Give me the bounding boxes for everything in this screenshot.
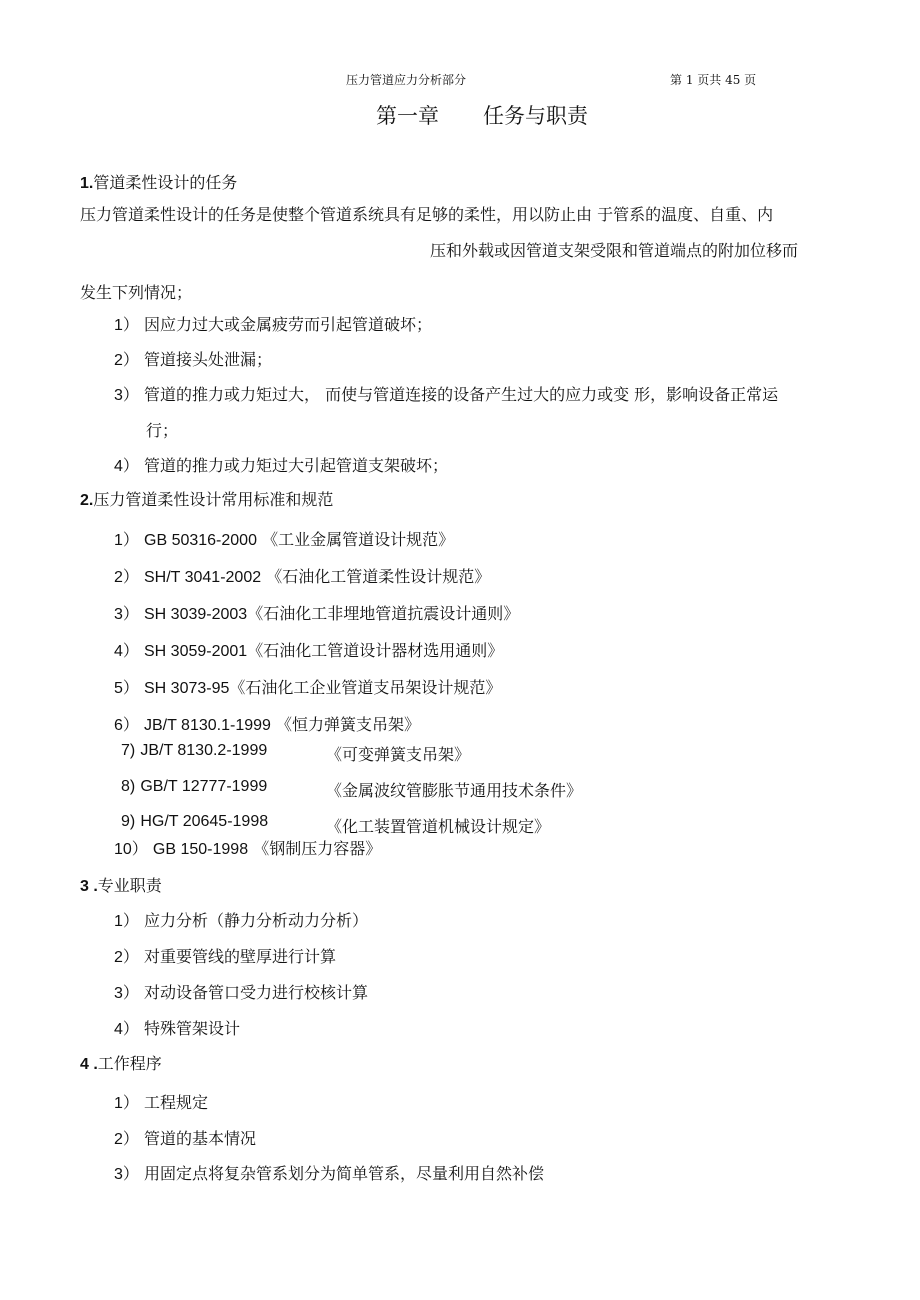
list-item [114,312,432,335]
list-number: 2） [114,1131,139,1148]
standard-name: 《可变弹簧支吊架》 [326,745,471,764]
section-heading-3 [80,873,162,896]
list-number: 1） [114,913,139,930]
standard-name: 《石油化工非埋地管道抗震设计通则》 [247,604,520,623]
section-heading-1 [80,170,237,193]
standard-code: SH 3073-95 [144,680,230,697]
standard-name: 《恒力弹簧支吊架》 [276,715,421,734]
list-number: 1） [114,317,139,334]
list-number: 2） [114,569,139,586]
standard-code: JB/T 8130.1-1999 [144,717,271,734]
list-number: 6） [114,717,139,734]
section-title: 压力管道柔性设计常用标准和规范 [93,490,334,509]
standard-item [114,675,501,698]
standard-code: HG/T 20645-1998 [140,813,269,830]
standard-code: JB/T 8130.2-1999 [140,742,268,759]
list-item [114,1161,544,1184]
list-item-continuation: 行； [146,421,179,440]
standard-code: GB 50316-2000 [144,532,257,549]
section-number: 1. [80,175,94,192]
list-item [114,347,272,370]
standard-name: 《工业金属管道设计规范》 [262,530,455,549]
document-title: 压力管道应力分析部分 [346,73,467,87]
list-item [114,382,778,405]
standard-item [121,776,267,796]
list-number: 4） [114,1021,139,1038]
list-item [114,1126,256,1149]
page-indicator: 第 1 页共 45 页 [670,73,757,87]
section-heading-4 [80,1051,162,1074]
list-text: 用固定点将复杂管系划分为简单管系，尽量利用自然补偿 [144,1164,545,1183]
list-item [114,980,368,1003]
standard-name: 《钢制压力容器》 [253,839,382,858]
paragraph-line: 发生下列情况； [80,283,193,302]
list-text: 特殊管架设计 [144,1019,241,1038]
list-number: 2） [114,352,139,369]
list-item [114,1016,240,1039]
paragraph-line: 压和外载或因管道支架受限和管道端点的附加位移而 [430,241,799,260]
standard-code: SH 3039-2003 [144,606,248,623]
list-item [114,1090,208,1113]
list-number: 3） [114,606,139,623]
standard-name: 《化工装置管道机械设计规定》 [326,817,551,836]
standard-item [114,712,420,735]
list-text: 管道的基本情况 [144,1129,257,1148]
list-text: 管道的推力或力矩过大， 而使与管道连接的设备产生过大的应力或变 形，影响设备正常运 [144,385,779,404]
list-text: 对动设备管口受力进行校核计算 [144,983,369,1002]
standard-name: 《金属波纹管膨胀节通用技术条件》 [326,781,583,800]
section-title: 管道柔性设计的任务 [93,173,238,192]
standard-code: SH/T 3041-2002 [144,569,262,586]
list-item [114,908,368,931]
standard-item [114,638,503,661]
section-number: 4 . [80,1056,98,1073]
standard-item [121,811,268,831]
list-text: 工程规定 [144,1093,209,1112]
standard-item [114,564,490,587]
list-text: 应力分析（静力分析动力分析） [144,911,369,930]
list-item [114,453,448,476]
section-heading-2 [80,487,333,510]
list-text: 对重要管线的壁厚进行计算 [144,947,337,966]
list-text: 管道接头处泄漏； [144,350,273,369]
section-title: 工作程序 [97,1054,162,1073]
list-number: 2） [114,949,139,966]
list-number: 7) [121,742,136,759]
section-title: 专业职责 [97,876,162,895]
list-number: 3） [114,985,139,1002]
list-item [114,944,336,967]
chapter-label: 第一章 [376,104,439,128]
standard-name: 《石油化工管道柔性设计规范》 [266,567,491,586]
list-number: 4） [114,458,139,475]
standard-code: GB 150-1998 [152,841,249,858]
section-number: 2. [80,492,94,509]
list-text: 管道的推力或力矩过大引起管道支架破坏； [144,456,449,475]
list-number: 8) [121,778,136,795]
standard-item [114,527,454,550]
standard-item [114,601,519,624]
list-number: 3） [114,387,139,404]
standard-code: SH 3059-2001 [144,643,248,660]
standard-code: GB/T 12777-1999 [140,778,268,795]
section-number: 3 . [80,878,98,895]
standard-item [114,836,381,859]
chapter-heading [376,100,588,130]
list-number: 1） [114,1095,139,1112]
standard-name: 《石油化工企业管道支吊架设计规范》 [229,678,502,697]
chapter-title: 任务与职责 [483,104,588,128]
list-text: 因应力过大或金属疲劳而引起管道破坏； [144,315,433,334]
list-number: 5） [114,680,139,697]
list-number: 10） [114,841,148,858]
list-number: 9) [121,813,136,830]
list-number: 4） [114,643,139,660]
standard-item [121,740,267,760]
list-number: 1） [114,532,139,549]
paragraph-line: 压力管道柔性设计的任务是使整个管道系统具有足够的柔性，用以防止由 于管系的温度、自重、内 [80,205,774,224]
list-number: 3） [114,1166,139,1183]
standard-name: 《石油化工管道设计器材选用通则》 [247,641,504,660]
